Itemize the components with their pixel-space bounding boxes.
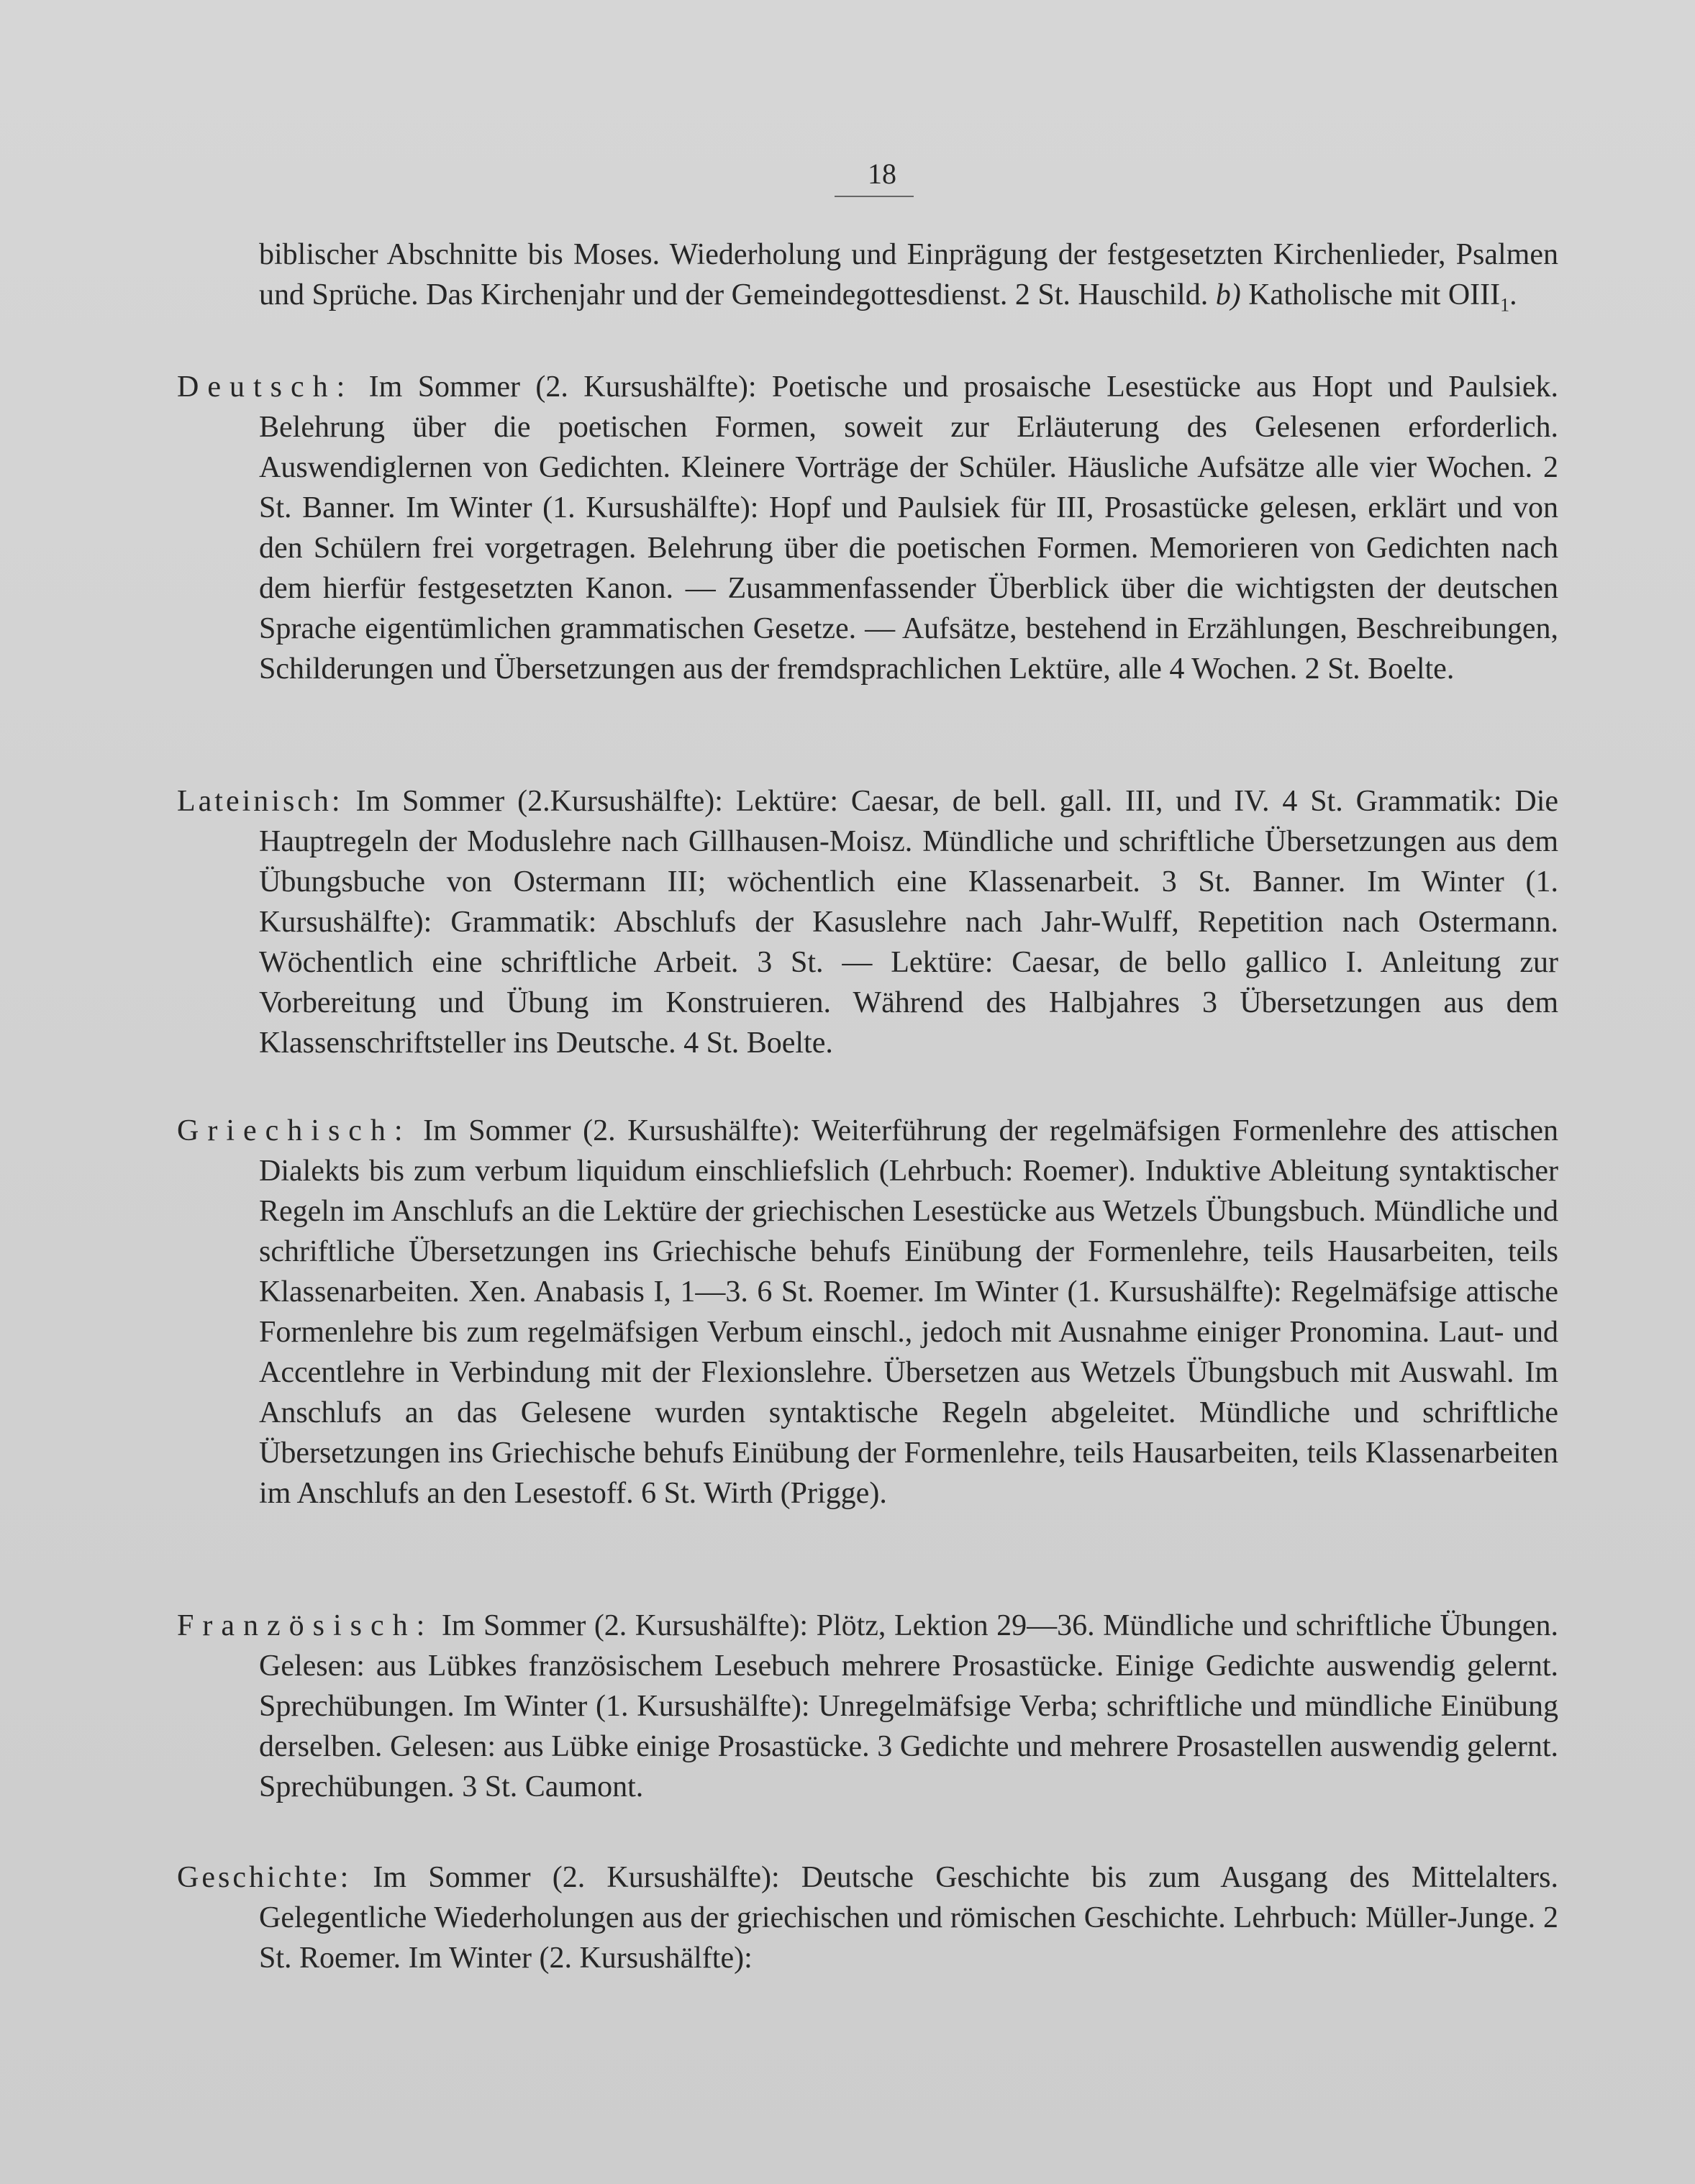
subject-heading: Geschichte: bbox=[177, 1861, 352, 1894]
intro-end: . bbox=[1509, 278, 1517, 311]
subject-heading: Französisch: bbox=[177, 1609, 434, 1642]
section-franzoesisch bbox=[177, 1606, 1558, 1807]
page-number: 18 bbox=[868, 158, 896, 190]
intro-paragraph bbox=[259, 235, 1558, 315]
intro-marker: b) bbox=[1215, 278, 1241, 311]
section-deutsch bbox=[177, 367, 1558, 689]
subject-heading: Griechisch: bbox=[177, 1114, 412, 1147]
intro-tail: Katholische mit OIII bbox=[1240, 278, 1501, 311]
section-geschichte bbox=[177, 1857, 1558, 1978]
intro-text: biblischer Abschnitte bis Moses. Wiederholung und Einprägung der festgesetzten Kirchenlieder, Psalmen und Sprüche. Das Kirchenjahr und der Gemeindegottesdienst. 2 St. Hauschild. bbox=[259, 238, 1558, 311]
intro-subscript: 1 bbox=[1500, 294, 1510, 316]
subject-heading: Deutsch: bbox=[177, 370, 354, 404]
section-lateinisch bbox=[177, 781, 1558, 1063]
section-text: Im Sommer (2.Kursushälfte): Lektüre: Caesar, de bell. gall. III, und IV. 4 St. Grammatik: Die Hauptregeln der Moduslehre nach Gillhausen-Moisz. Mündliche und schriftliche Übersetzungen aus dem Übungsbuche von Ostermann III; wöchentlich eine Klassenarbeit. 3 St. Banner. Im Winter (1. Kursushälfte): Grammatik: Abschlufs der Kasuslehre nach Jahr-Wulff, Repetition nach Ostermann. Wöchentlich eine schriftliche Arbeit. 3 St. — Lektüre: Caesar, de bello gallico I. Anleitung zur Vorbereitung und Übung im Konstruieren. Während des Halbjahres 3 Übersetzungen aus dem Klassenschriftsteller ins Deutsche. 4 St. Boelte. bbox=[259, 785, 1559, 1060]
section-text: Im Sommer (2. Kursushälfte): Weiterführung der regelmäfsigen Formenlehre des attischen Dialekts bis zum verbum liquidum einschliefslich (Lehrbuch: Roemer). Induktive Ableitung syntaktischer Regeln im Anschlufs an die Lektüre der griechischen Lesestücke aus Wetzels Übungsbuch. Mündliche und schriftliche Übersetzungen ins Griechische behufs Einübung der Formenlehre, teils Hausarbeiten, teils Klassenarbeiten. Xen. Anabasis I, 1—3. 6 St. Roemer. Im Winter (1. Kursushälfte): Regelmäfsige attische Formenlehre bis zum regelmäfsigen Verbum einschl., jedoch mit Ausnahme einiger Pronomina. Laut- und Accentlehre in Verbindung mit der Flexionslehre. Übersetzen aus Wetzels Übungsbuch mit Auswahl. Im Anschlufs an das Gelesene wurden syntaktische Regeln abgeleitet. Mündliche und schriftliche Übersetzungen ins Griechische behufs Einübung der Formenlehre, teils Hausarbeiten, teils Klassenarbeiten im Anschlufs an den Lesestoff. 6 St. Wirth (Prigge). bbox=[259, 1114, 1559, 1510]
section-griechisch bbox=[177, 1111, 1558, 1514]
section-text: Im Sommer (2. Kursushälfte): Deutsche Geschichte bis zum Ausgang des Mittelalters. Gelegentliche Wiederholungen aus der griechischen und römischen Geschichte. Lehrbuch: Müller-Junge. 2 St. Roemer. Im Winter (2. Kursushälfte): bbox=[259, 1861, 1559, 1975]
section-text: Im Sommer (2. Kursushälfte): Plötz, Lektion 29—36. Mündliche und schriftliche Übungen. Gelesen: aus Lübkes französischem Lesebuch mehrere Prosastücke. Einige Gedichte auswendig gelernt. Sprechübungen. Im Winter (1. Kursushälfte): Unregelmäfsige Verba; schriftliche und mündliche Einübung derselben. Gelesen: aus Lübke einige Prosastücke. 3 Gedichte und mehrere Prosastellen auswendig gelernt. Sprechübungen. 3 St. Caumont. bbox=[259, 1609, 1558, 1803]
subject-heading: Lateinisch: bbox=[177, 785, 343, 818]
page-number-rule bbox=[835, 196, 914, 197]
section-text: Im Sommer (2. Kursushälfte): Poetische und prosaische Lesestücke aus Hopt und Paulsiek. Belehrung über die poetischen Formen, soweit zur Erläuterung des Gelesenen erforderlich. Auswendiglernen von Gedichten. Kleinere Vorträge der Schüler. Häusliche Aufsätze alle vier Wochen. 2 St. Banner. Im Winter (1. Kursushälfte): Hopf und Paulsiek für III, Prosastücke gelesen, erklärt und von den Schülern frei vorgetragen. Belehrung über die poetischen Formen. Memorieren von Gedichten nach dem hierfür festgesetzten Kanon. — Zusammenfassender Überblick über die wichtigsten der deutschen Sprache eigentümlichen grammatischen Gesetze. — Aufsätze, bestehend in Erzählungen, Beschreibungen, Schilderungen und Übersetzungen aus der fremdsprachlichen Lektüre, alle 4 Wochen. 2 St. Boelte. bbox=[259, 370, 1559, 686]
